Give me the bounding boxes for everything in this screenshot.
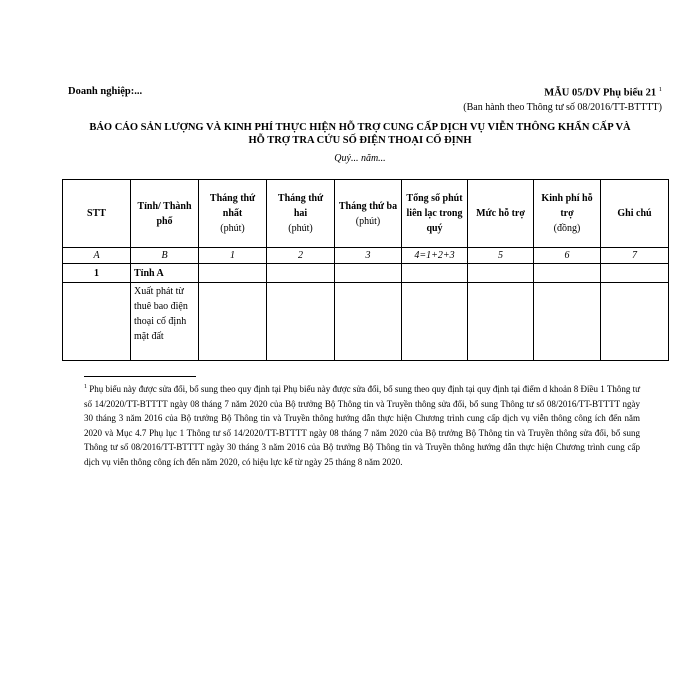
column-code: B [131, 248, 199, 264]
report-period: Quý... năm... [334, 153, 386, 164]
column-code: 4=1+2+3 [402, 248, 468, 264]
table-cell[interactable] [199, 264, 267, 283]
table-row [63, 283, 669, 361]
table-cell[interactable] [267, 264, 335, 283]
table-cell[interactable] [335, 264, 402, 283]
footnote-marker: 1 [84, 384, 87, 390]
col-header-month-2: Tháng thứ hai (phút) [267, 180, 335, 248]
table-cell[interactable] [267, 283, 335, 361]
issued-by-note: (Ban hành theo Thông tư số 08/2016/TT-BTTTT) [463, 102, 662, 113]
footnote-text: Phụ biểu này được sửa đổi, bổ sung theo quy định tại Phụ biểu này được sửa đổi, bổ sung theo quy định tại quy định tại điểm d khoản 8 Điều 1 Thông tư số 14/2020/TT-BTTTT ngày 08 tháng 7 năm 2020 của Bộ trưởng Bộ Thông tin và Truyền thông sửa đổi, bổ sung Thông tư số 08/2016/TT-BTTTT ngày 30 tháng 3 năm 2016 của Bộ trưởng Bộ Thông tin và Truyền thông hướng dẫn thực hiện Chương trình cung cấp dịch vụ viễn thông công ích đến năm 2020 và Mục 4.7 Phụ lục 1 Thông tư số 14/2020/TT-BTTTT ngày 08 tháng 7 năm 2020 của Bộ trưởng Bộ Thông tin và Truyền thông sửa đổi, bổ sung Thông tư số 08/2016/TT-BTTTT ngày 30 tháng 3 năm 2016 của Bộ trưởng Bộ Thông tin và Truyền thông hướng dẫn thực hiện Chương trình cung cấp dịch vụ viễn thông công ích đến năm 2020, có hiệu lực kể từ ngày 25 tháng 8 năm 2020. [84, 384, 641, 467]
row-province: Xuất phát từ thuê bao điện thoại cố định mặt đất [131, 283, 199, 361]
column-code: 2 [267, 248, 335, 264]
column-code: A [63, 248, 131, 264]
report-title-line-2: HỖ TRỢ TRA CỨU SỐ ĐIỆN THOẠI CỐ ĐỊNH [248, 135, 472, 146]
row-province: Tỉnh A [131, 264, 199, 283]
table-cell[interactable] [601, 264, 669, 283]
table-cell[interactable] [534, 283, 601, 361]
row-stt: 1 [63, 264, 131, 283]
table-cell[interactable] [402, 264, 468, 283]
row-stt [63, 283, 131, 361]
column-code: 3 [335, 248, 402, 264]
form-code [544, 86, 662, 99]
table-cell[interactable] [402, 283, 468, 361]
col-header-month-1: Tháng thứ nhất (phút) [199, 180, 267, 248]
table-row [63, 264, 669, 283]
column-code: 6 [534, 248, 601, 264]
col-header-notes: Ghi chú [601, 180, 669, 248]
col-header-support-rate: Mức hỗ trợ [468, 180, 534, 248]
col-header-total-minutes: Tổng số phút liên lạc trong quý [402, 180, 468, 248]
footnote-separator [84, 376, 196, 377]
footnote-ref[interactable]: 1 [658, 86, 662, 93]
table-cell[interactable] [534, 264, 601, 283]
col-header-month-3: Tháng thứ ba (phút) [335, 180, 402, 248]
form-code-text: MẪU 05/DV Phụ biểu 21 [544, 87, 657, 99]
table-cell[interactable] [335, 283, 402, 361]
column-code: 5 [468, 248, 534, 264]
footnote [84, 380, 640, 470]
table-header-row [63, 180, 669, 248]
col-header-stt: STT [63, 180, 131, 248]
column-code: 1 [199, 248, 267, 264]
report-title-line-1: BÁO CÁO SẢN LƯỢNG VÀ KINH PHÍ THỰC HIỆN HỖ TRỢ CUNG CẤP DỊCH VỤ VIỄN THÔNG KHẨN CẤP VÀ [89, 122, 631, 133]
company-label: Doanh nghiệp:... [68, 86, 143, 97]
col-header-support-cost: Kinh phí hỗ trợ (đồng) [534, 180, 601, 248]
column-code-row [63, 248, 669, 264]
report-table [62, 179, 669, 361]
col-header-province: Tỉnh/ Thành phố [131, 180, 199, 248]
table-cell[interactable] [468, 283, 534, 361]
table-cell[interactable] [199, 283, 267, 361]
table-cell[interactable] [468, 264, 534, 283]
report-title [60, 121, 660, 147]
table-cell[interactable] [601, 283, 669, 361]
column-code: 7 [601, 248, 669, 264]
